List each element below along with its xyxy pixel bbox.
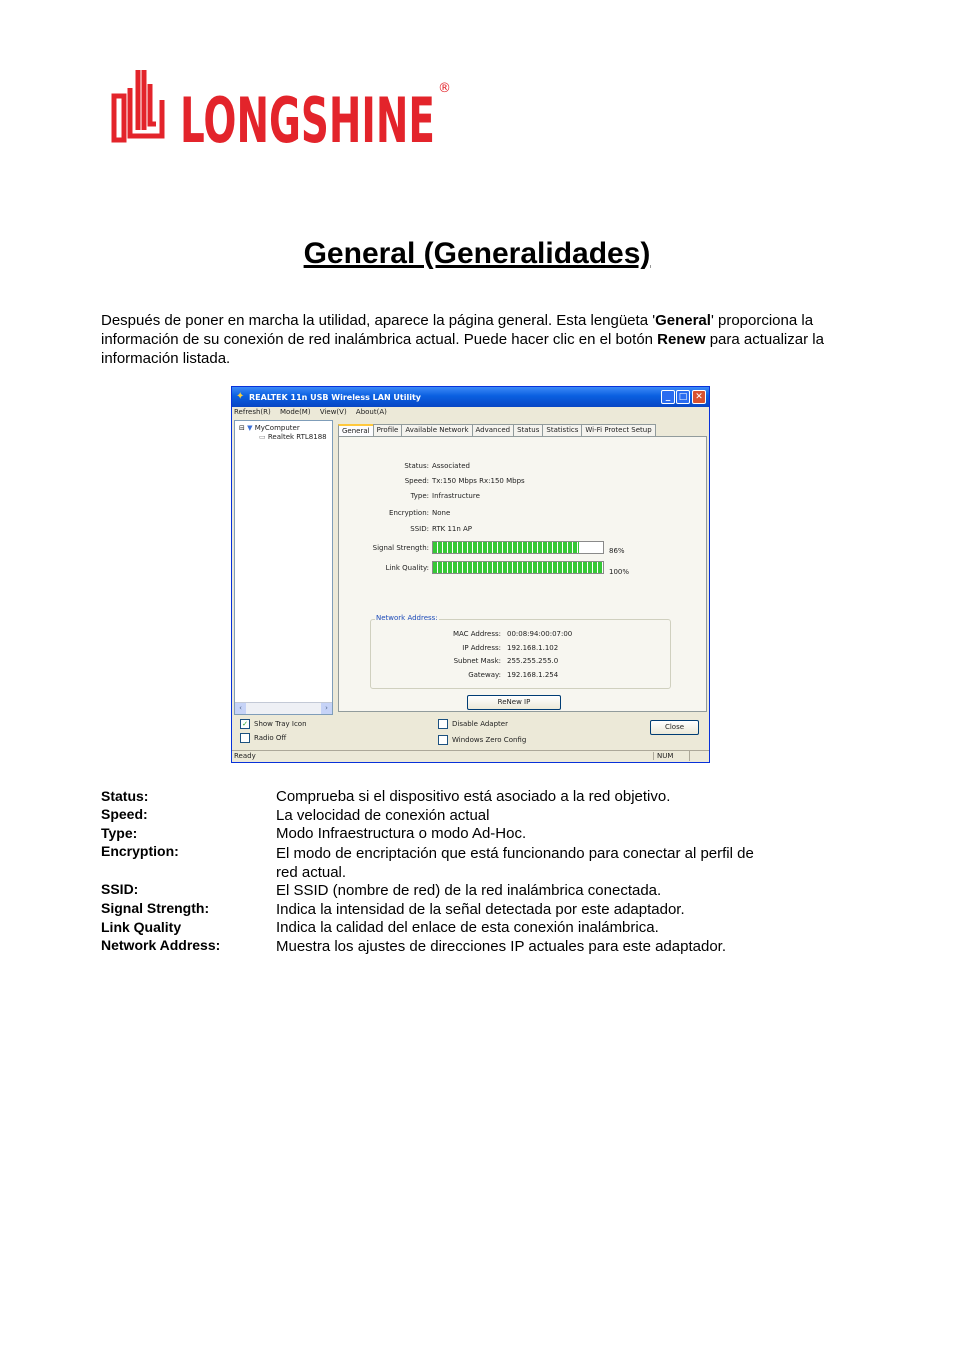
def-term-signal-strength: Signal Strength:	[101, 900, 210, 916]
def-desc-type: Modo Infraestructura o modo Ad-Hoc.	[276, 825, 527, 842]
tree-root-label: MyComputer	[254, 424, 300, 432]
encryption-label: Encryption:	[389, 509, 429, 517]
def-term-type: Type:	[101, 825, 138, 841]
def-term-network-address: Network Address:	[101, 937, 221, 953]
renew-ip-button[interactable]: ReNew IP	[467, 695, 561, 710]
resize-grip-icon[interactable]	[689, 751, 708, 761]
speed-value: Tx:150 Mbps Rx:150 Mbps	[432, 477, 525, 485]
def-term-ssid: SSID:	[101, 881, 139, 897]
tree-child-label: Realtek RTL8188	[267, 433, 327, 441]
checkmark-icon[interactable]: ✓	[240, 719, 250, 729]
menu-bar	[234, 408, 394, 419]
encryption-value: None	[432, 509, 451, 517]
mac-address-value: 00:08:94:00:07:00	[507, 630, 573, 638]
scroll-right-icon[interactable]: ›	[321, 703, 332, 714]
window-titlebar[interactable]	[232, 387, 709, 407]
longshine-logo-mark	[110, 66, 455, 146]
def-term-status: Status:	[101, 788, 149, 804]
def-desc-signal-strength: Indica la intensidad de la señal detectada por este adaptador.	[276, 901, 685, 918]
def-desc-status: Comprueba si el dispositivo está asociado a la red objetivo.	[276, 788, 671, 805]
signal-strength-bar	[432, 541, 604, 554]
def-desc-network-address: Muestra los ajustes de direcciones IP actuales para este adaptador.	[276, 938, 726, 955]
adapter-icon: ▭	[259, 433, 266, 441]
tab-general[interactable]: General	[338, 424, 374, 438]
maximize-button[interactable]: □	[676, 390, 690, 404]
def-desc-link-quality: Indica la calidad del enlace de esta conexión inalámbrica.	[276, 919, 659, 936]
show-tray-icon-checkbox[interactable]	[240, 719, 307, 729]
intro-text-1: Después de poner en marcha la utilidad, aparece la página general. Esta lengüeta '	[101, 312, 656, 329]
status-label: Status:	[404, 462, 429, 470]
menu-refresh[interactable]: Refresh(R)	[234, 408, 271, 416]
tree-collapse-icon[interactable]: ⊟	[239, 424, 245, 432]
disable-adapter-checkbox[interactable]	[438, 719, 508, 729]
signal-strength-fill	[433, 542, 579, 553]
radio-off-label: Radio Off	[254, 734, 287, 742]
close-window-button[interactable]: ✕	[692, 390, 706, 404]
tab-status[interactable]: Status	[513, 424, 543, 436]
ssid-label: SSID:	[410, 525, 429, 533]
tree-node-adapter[interactable]	[259, 433, 331, 441]
link-quality-label: Link Quality:	[385, 564, 429, 572]
ip-address-label: IP Address:	[462, 644, 501, 652]
scroll-left-icon[interactable]: ‹	[235, 703, 246, 714]
tab-advanced[interactable]: Advanced	[472, 424, 515, 436]
logo-brand-text: LONGSHINE	[180, 84, 435, 146]
wlan-utility-window	[231, 386, 710, 763]
disable-adapter-box[interactable]	[438, 719, 448, 729]
show-tray-icon-label: Show Tray Icon	[254, 720, 307, 728]
disable-adapter-label: Disable Adapter	[452, 720, 508, 728]
def-desc-speed: La velocidad de conexión actual	[276, 807, 490, 824]
tab-wifi-protect-setup[interactable]: Wi-Fi Protect Setup	[581, 424, 655, 436]
intro-bold-general: General	[655, 312, 711, 329]
wireless-app-icon: ✦	[236, 391, 245, 402]
menu-view[interactable]: View(V)	[319, 408, 347, 416]
speed-label: Speed:	[404, 477, 429, 485]
gateway-label: Gateway:	[468, 671, 501, 679]
def-desc-encryption: El modo de encriptación que está funcionando para conectar al perfil de red actual.	[276, 845, 754, 881]
tree-horizontal-scrollbar[interactable]	[235, 702, 332, 714]
menu-about[interactable]: About(A)	[355, 408, 387, 416]
subnet-mask-label: Subnet Mask:	[453, 657, 501, 665]
tab-profile[interactable]: Profile	[373, 424, 403, 436]
tab-available-network[interactable]: Available Network	[401, 424, 472, 436]
def-term-speed: Speed:	[101, 806, 148, 822]
link-quality-bar	[432, 561, 604, 574]
def-desc-ssid: El SSID (nombre de red) de la red inalámbrica conectada.	[276, 882, 662, 899]
intro-text-3: para actualizar la información listada.	[101, 331, 824, 367]
page-title: General (Generalidades)	[303, 237, 651, 270]
status-ready: Ready	[234, 752, 256, 760]
device-tree	[234, 420, 333, 715]
computer-icon: ▼	[247, 424, 253, 432]
intro-paragraph	[101, 311, 861, 368]
radio-off-checkbox[interactable]	[240, 733, 286, 743]
windows-zero-config-label: Windows Zero Config	[452, 736, 527, 744]
type-value: Infrastructure	[432, 492, 480, 500]
windows-zero-config-box[interactable]	[438, 735, 448, 745]
registered-mark: ®	[438, 81, 451, 96]
main-panel	[336, 420, 709, 715]
signal-strength-label: Signal Strength:	[372, 544, 429, 552]
link-quality-fill	[433, 562, 603, 573]
intro-text-2: ' proporciona la información de su conexión de red inalámbrica actual. Puede hacer clic en el botón	[101, 312, 814, 348]
ssid-value: RTK 11n AP	[432, 525, 473, 533]
tree-node-mycomputer[interactable]	[239, 424, 300, 432]
window-title: REALTEK 11n USB Wireless LAN Utility	[249, 393, 422, 402]
mac-address-label: MAC Address:	[452, 630, 501, 638]
network-address-legend: Network Address:	[376, 614, 438, 622]
def-term-encryption: Encryption:	[101, 843, 179, 859]
radio-off-box[interactable]	[240, 733, 250, 743]
status-num: NUM	[653, 752, 687, 760]
intro-bold-renew: Renew	[657, 331, 706, 348]
link-quality-percent: 100%	[609, 568, 630, 576]
status-bar	[232, 750, 709, 762]
general-tab-page	[338, 436, 707, 712]
close-button[interactable]: Close	[650, 720, 699, 735]
tab-strip	[338, 424, 655, 436]
minimize-button[interactable]: _	[661, 390, 675, 404]
signal-strength-percent: 86%	[609, 547, 625, 555]
gateway-value: 192.168.1.254	[507, 671, 559, 679]
longshine-logo	[110, 66, 455, 146]
type-label: Type:	[410, 492, 429, 500]
windows-zero-config-checkbox[interactable]	[438, 735, 526, 745]
status-value: Associated	[432, 462, 470, 470]
subnet-mask-value: 255.255.255.0	[507, 657, 559, 665]
menu-mode[interactable]: Mode(M)	[280, 408, 311, 416]
tab-statistics[interactable]: Statistics	[542, 424, 582, 436]
network-address-group	[370, 614, 671, 689]
def-term-link-quality: Link Quality	[101, 919, 182, 935]
ip-address-value: 192.168.1.102	[507, 644, 559, 652]
